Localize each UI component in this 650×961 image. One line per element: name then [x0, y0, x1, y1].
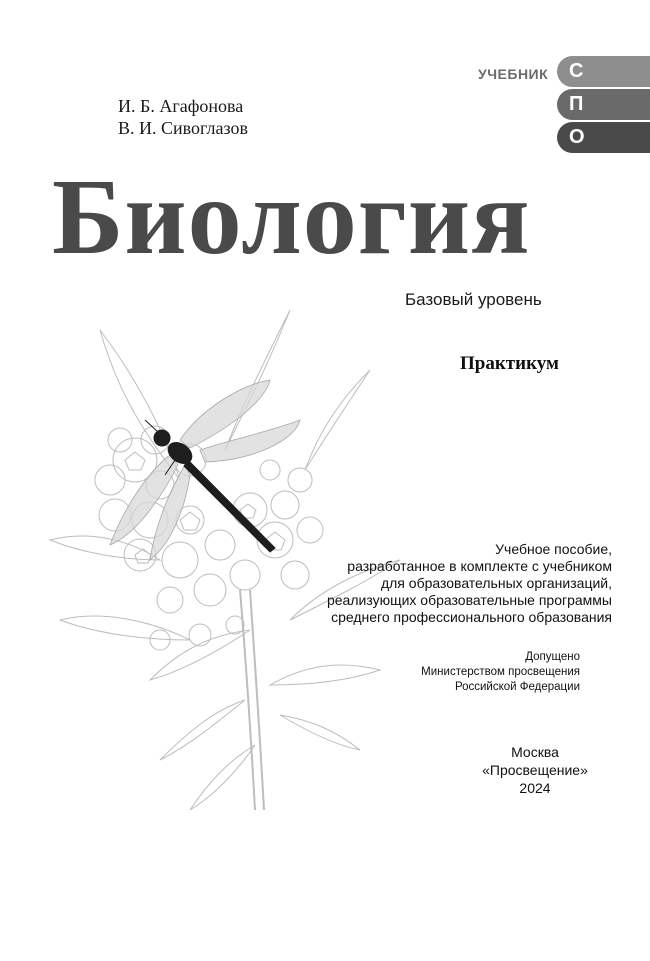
description-block [272, 541, 612, 626]
author-name: И. Б. Агафонова [118, 96, 244, 116]
description-line: реализующих образовательные программы [326, 592, 612, 608]
approval-line: Российской Федерации [454, 681, 580, 693]
series-badge-letter: О [557, 122, 650, 153]
series-badge-letter: П [557, 89, 650, 120]
series-badge-letter: С [557, 56, 650, 87]
approval-block [320, 650, 580, 695]
approval-line: Министерством просвещения [421, 666, 580, 678]
publication-year: 2024 [519, 780, 551, 796]
publisher-name: «Просвещение» [482, 762, 588, 778]
authors [118, 95, 248, 139]
author-name: В. И. Сивоглазов [118, 118, 248, 138]
description-line: разработанное в комплекте с учебником [347, 558, 612, 574]
level-subtitle: Базовый уровень [405, 290, 542, 309]
book-type: Практикум [460, 353, 559, 374]
series-label: УЧЕБНИК [478, 66, 549, 82]
description-line: для образовательных организаций, [380, 575, 612, 591]
approval-line: Допущено [525, 651, 580, 663]
publisher-block [470, 743, 600, 797]
description-line: среднего профессионального образования [331, 609, 612, 625]
description-line: Учебное пособие, [495, 541, 612, 557]
book-title: Биология [52, 158, 531, 277]
publisher-city: Москва [511, 744, 559, 760]
